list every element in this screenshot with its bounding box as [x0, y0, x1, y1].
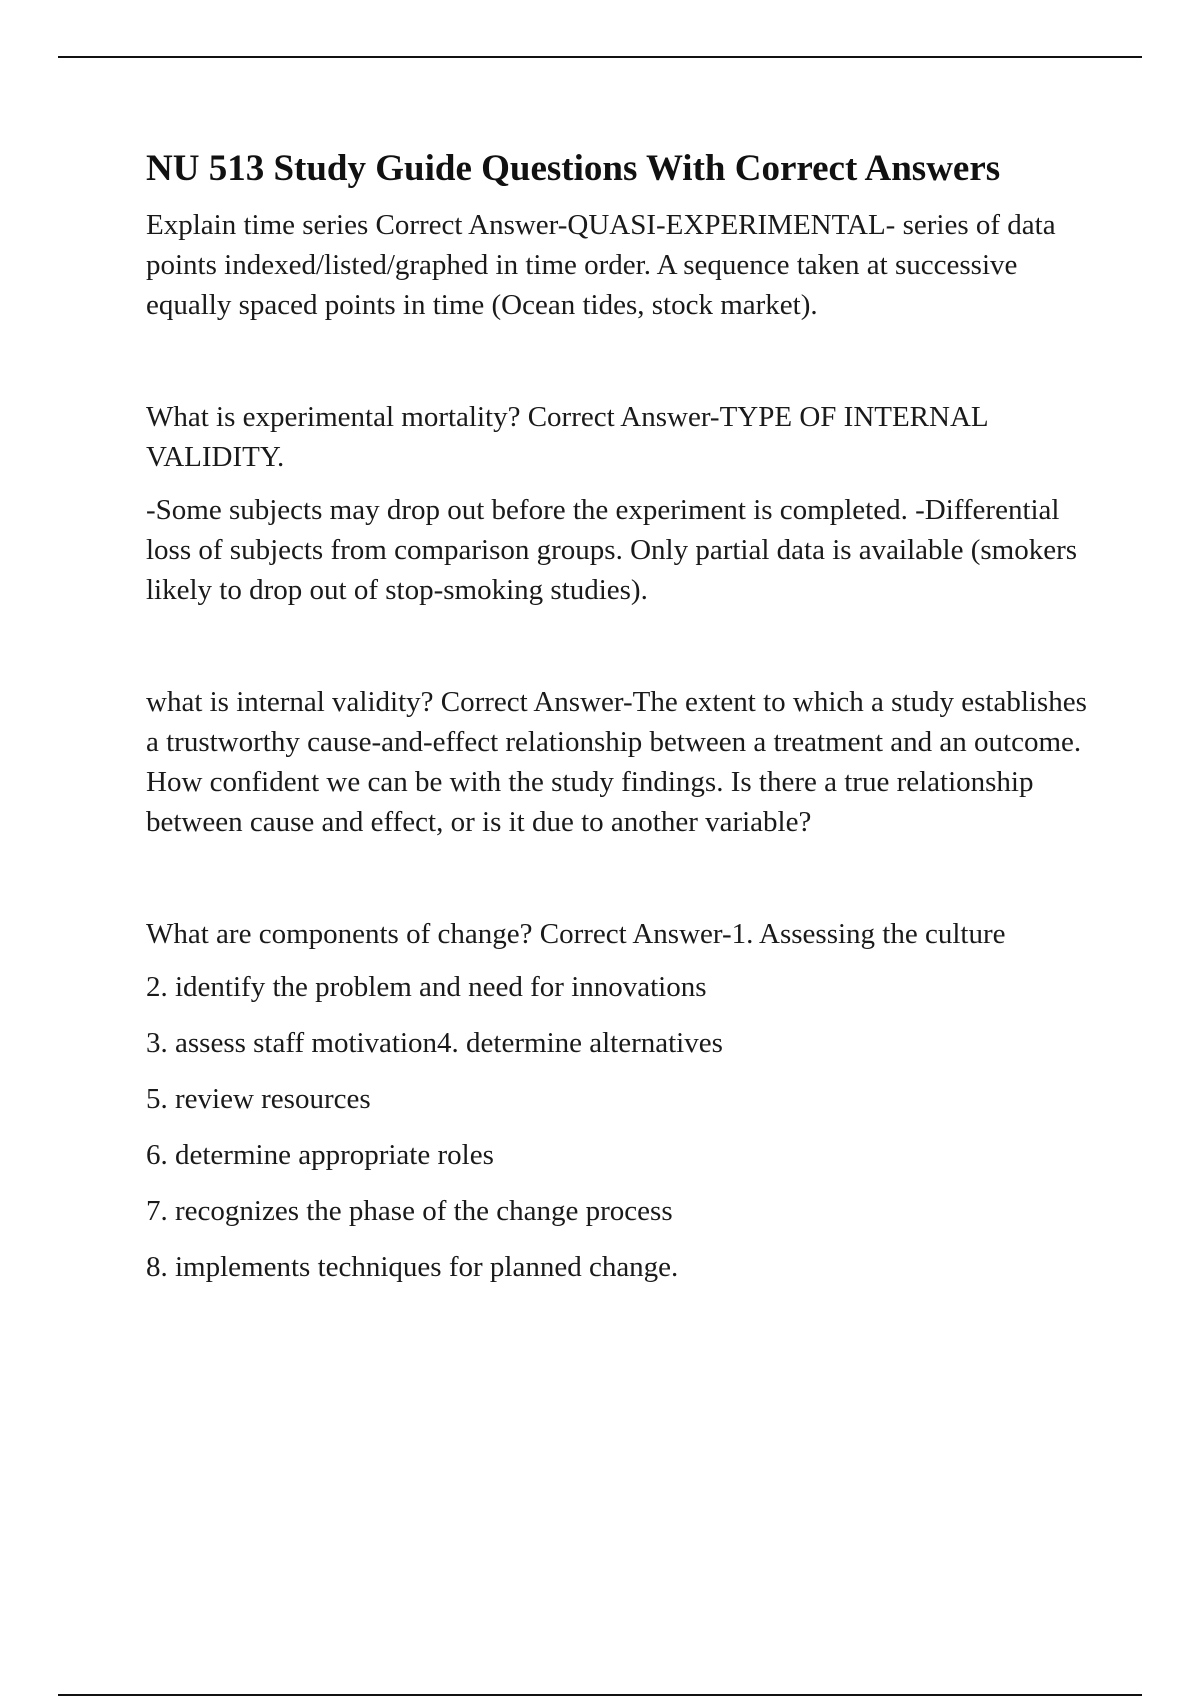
qa-paragraph: What are components of change? Correct Answer-1. Assessing the culture [146, 918, 1006, 950]
qa-paragraph: What is experimental mortality? Correct Answer-TYPE OF INTERNAL VALIDITY. [146, 401, 988, 473]
list-item: 2. identify the problem and need for innovations [146, 971, 707, 1003]
top-rule [58, 56, 1142, 58]
list-item: 5. review resources [146, 1083, 371, 1115]
list-item: 6. determine appropriate roles [146, 1139, 494, 1171]
qa-spacer [146, 842, 1096, 914]
qa-paragraph: Explain time series Correct Answer-QUASI-EXPERIMENTAL- series of data points indexed/listed/graphed in time order. A sequence taken at successive equally spaced points in time (Ocean tides, stock market). [146, 209, 1056, 321]
qa-item-components-of-change [146, 914, 1096, 1287]
qa-paragraph: what is internal validity? Correct Answer-The extent to which a study establishes a trustworthy cause-and-effect relationship between a treatment and an outcome. How confident we can be with the study findings. Is there a true relationship between cause and effect, or is it due to another variable? [146, 686, 1087, 838]
qa-item-internal-validity [146, 682, 1096, 842]
qa-spacer [146, 325, 1096, 397]
qa-item-time-series [146, 205, 1096, 325]
qa-spacer [146, 610, 1096, 682]
qa-paragraph: -Some subjects may drop out before the experiment is completed. -Differential loss of subjects from comparison groups. Only partial data is available (smokers likely to drop out of stop-smoking studies). [146, 494, 1078, 606]
list-item: 7. recognizes the phase of the change process [146, 1195, 673, 1227]
document-body [146, 143, 1096, 1287]
bottom-rule [58, 1694, 1142, 1696]
document-title: NU 513 Study Guide Questions With Correct Answers [146, 148, 1001, 189]
qa-item-experimental-mortality [146, 397, 1096, 610]
list-item: 8. implements techniques for planned change. [146, 1251, 679, 1283]
list-item: 3. assess staff motivation4. determine alternatives [146, 1027, 723, 1059]
